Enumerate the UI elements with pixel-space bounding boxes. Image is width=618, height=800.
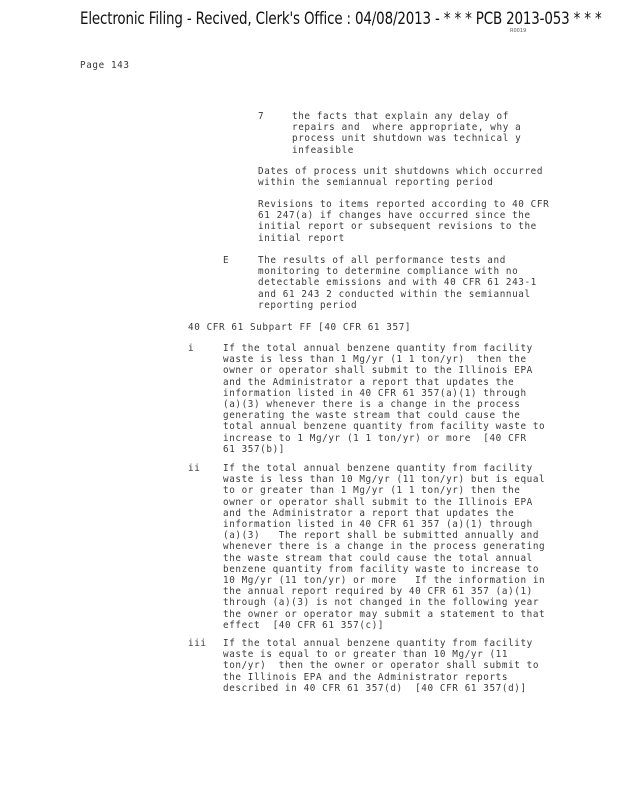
text-line: initial report or subsequent revisions to the bbox=[258, 221, 537, 233]
text-line: infeasible bbox=[292, 144, 354, 156]
text-line: described in 40 CFR 61 357(d) [40 CFR 61 357(d)] bbox=[223, 682, 527, 694]
text-line: and the Administrator a report that updates the bbox=[223, 507, 515, 519]
item-7-text bbox=[292, 111, 521, 156]
text-line: information listed in 40 CFR 61 357(a)(1) through bbox=[223, 387, 527, 399]
text-line: ton/yr) then the owner or operator shall submit to bbox=[223, 660, 540, 672]
filing-header: Electronic Filing - Recived, Clerk's Office : 04/08/2013 - * * * PCB 2013-053 * * * bbox=[80, 9, 602, 29]
text-line: and 61 243 2 conducted within the semiannual bbox=[258, 288, 531, 300]
text-line: and the Administrator a report that updates the bbox=[223, 376, 515, 388]
item-iii-text bbox=[223, 638, 539, 694]
text-line: information listed in 40 CFR 61 357 (a)(1) through bbox=[223, 519, 533, 531]
text-line: owner or operator shall submit to the Illinois EPA bbox=[223, 365, 533, 377]
text-line: reporting period bbox=[258, 299, 358, 311]
text-line: to or greater than 1 Mg/yr (1 1 ton/yr) then the bbox=[223, 485, 521, 497]
text-line: process unit shutdown was technical y bbox=[292, 133, 522, 145]
text-line: The results of all performance tests and bbox=[258, 255, 506, 266]
item-i-text bbox=[223, 343, 545, 455]
text-line: through (a)(3) is not changed in the following year bbox=[223, 597, 540, 609]
text-line: initial report bbox=[258, 232, 345, 244]
text-line: the Illinois EPA and the Administrator reports bbox=[223, 671, 509, 683]
text-line: Dates of process unit shutdowns which occurred bbox=[258, 166, 544, 177]
text-line: 61 357(b)] bbox=[223, 443, 285, 455]
text-line: If the total annual benzene quantity from facility bbox=[223, 343, 533, 354]
revision-mark: R0019 bbox=[510, 28, 527, 34]
text-line: whenever there is a change in the process generating bbox=[223, 541, 546, 553]
text-line: If the total annual benzene quantity from facility bbox=[223, 638, 533, 649]
text-line: waste is less than 10 Mg/yr (11 ton/yr) but is equal bbox=[223, 474, 546, 486]
text-line: generating the waste stream that could cause the bbox=[223, 410, 521, 422]
subpart-heading: 40 CFR 61 Subpart FF [40 CFR 61 357] bbox=[188, 322, 412, 333]
text-line: the facts that explain any delay of bbox=[292, 111, 509, 122]
item-i-number: i bbox=[188, 343, 195, 354]
text-line: effect [40 CFR 61 357(c)] bbox=[223, 619, 385, 631]
text-line: waste is equal to or greater than 10 Mg/yr (11 bbox=[223, 649, 509, 661]
shutdown-dates-text bbox=[258, 166, 543, 188]
text-line: If the total annual benzene quantity from facility bbox=[223, 463, 533, 474]
text-line: (a)(3) The report shall be submitted annually and bbox=[223, 530, 540, 542]
text-line: the annual report required by 40 CFR 61 357 (a)(1) bbox=[223, 586, 533, 598]
item-7-number: 7 bbox=[258, 111, 265, 122]
text-line: waste is less than 1 Mg/yr (1 1 ton/yr) then the bbox=[223, 354, 527, 366]
item-e-number: E bbox=[223, 255, 230, 266]
page-label: Page 143 bbox=[80, 60, 130, 71]
text-line: 10 Mg/yr (11 ton/yr) or more If the information in bbox=[223, 575, 546, 587]
text-line: Revisions to items reported according to 40 CFR bbox=[258, 199, 550, 210]
text-line: owner or operator shall submit to the Illinois EPA bbox=[223, 496, 533, 508]
item-ii-text bbox=[223, 463, 545, 631]
text-line: benzene quantity from facility waste to increase to bbox=[223, 563, 540, 575]
revisions-text bbox=[258, 199, 549, 244]
text-line: increase to 1 Mg/yr (1 1 ton/yr) or more [40 CFR bbox=[223, 432, 527, 444]
item-ii-number: ii bbox=[188, 463, 201, 474]
item-e-text bbox=[258, 255, 537, 311]
text-line: the waste stream that could cause the total annual bbox=[223, 552, 533, 564]
text-line: within the semiannual reporting period bbox=[258, 177, 494, 189]
text-line: detectable emissions and with 40 CFR 61 243-1 bbox=[258, 277, 537, 289]
item-iii-number: iii bbox=[188, 638, 207, 649]
text-line: monitoring to determine compliance with no bbox=[258, 266, 519, 278]
text-line: the owner or operator may submit a statement to that bbox=[223, 608, 546, 620]
text-line: repairs and where appropriate, why a bbox=[292, 122, 522, 134]
text-line: (a)(3) whenever there is a change in the process bbox=[223, 399, 521, 411]
text-line: total annual benzene quantity from facility waste to bbox=[223, 421, 546, 433]
text-line: 61 247(a) if changes have occurred since the bbox=[258, 210, 531, 222]
